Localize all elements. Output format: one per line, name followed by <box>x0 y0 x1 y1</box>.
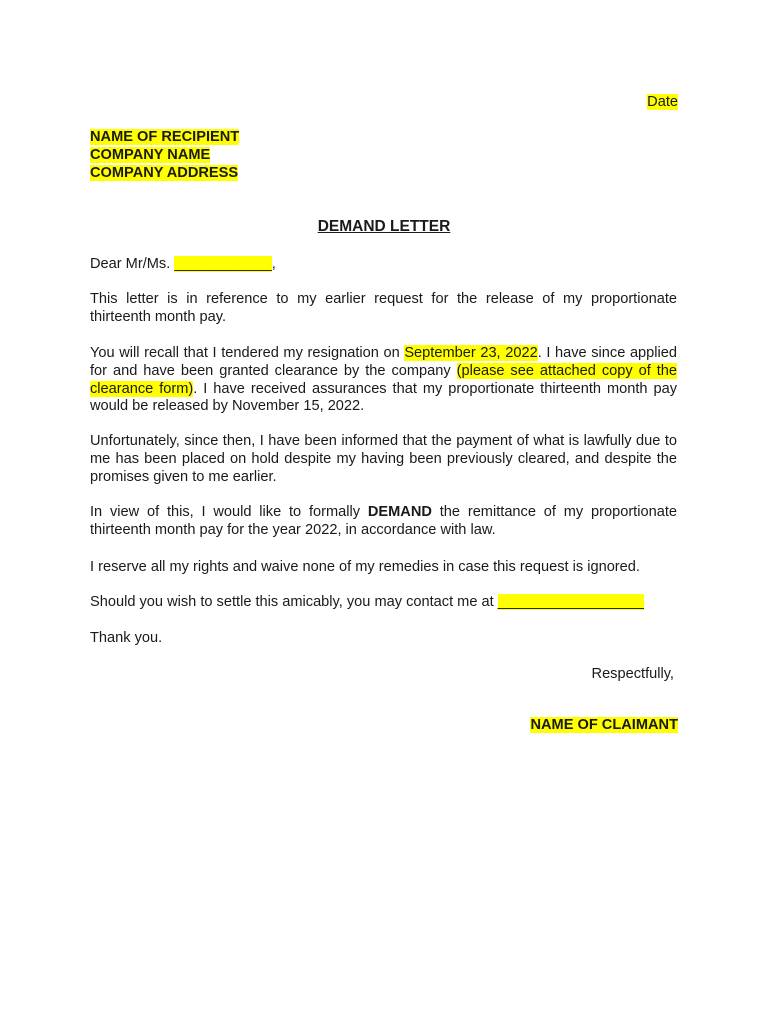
contact-blank: __________________ <box>497 594 644 610</box>
paragraph-rights: I reserve all my rights and waive none of my remedies in case this request is ignored. <box>90 559 640 575</box>
paragraph-on-hold: Unfortunately, since then, I have been informed that the payment of what is lawfully due to me has been placed on hold despite my having been previously cleared, and despite the promises given to me earlier. <box>90 433 677 485</box>
date-placeholder: Date <box>647 94 678 110</box>
p4-text-b: the remittance of my proportionate thirteenth month pay for the year 2022, in accordance with law. <box>90 504 677 538</box>
paragraph-contact <box>90 594 677 612</box>
paragraph-resignation <box>90 345 677 416</box>
salutation-blank: ____________ <box>174 256 272 272</box>
resignation-date: September 23, 2022 <box>404 345 538 361</box>
thank-you-line: Thank you. <box>90 630 163 646</box>
claimant-name: NAME OF CLAIMANT <box>530 717 678 733</box>
p2-text-a: You will recall that I tendered my resignation on <box>90 345 405 361</box>
p2-text-b: . I have since applied for and have been granted clearance by the company <box>90 345 678 379</box>
p4-text-a: In view of this, I would like to formally <box>90 504 368 520</box>
demand-emphasis: DEMAND <box>367 504 432 520</box>
recipient-address: COMPANY ADDRESS <box>90 165 239 181</box>
recipient-block <box>90 128 239 182</box>
salutation-suffix: , <box>271 256 276 272</box>
claimant-line <box>530 716 678 734</box>
recipient-company: COMPANY NAME <box>90 147 211 163</box>
contact-text: Should you wish to settle this amicably, you may contact me at <box>90 594 498 610</box>
attachment-note: (please see attached copy of the clearance form) <box>90 362 677 397</box>
date-line <box>647 93 678 111</box>
paragraph-demand <box>90 504 677 540</box>
paragraph-reference: This letter is in reference to my earlier request for the release of my proportionate thirteenth month pay. <box>90 291 677 325</box>
salutation <box>90 256 677 274</box>
salutation-prefix: Dear Mr/Ms. <box>90 256 171 272</box>
closing-line: Respectfully, <box>591 666 674 682</box>
recipient-name: NAME OF RECIPIENT <box>90 129 240 145</box>
letter-title: DEMAND LETTER <box>317 218 451 235</box>
p2-text-c: . I have received assurances that my proportionate thirteenth month pay would be released by November 15, 2022. <box>90 380 677 415</box>
